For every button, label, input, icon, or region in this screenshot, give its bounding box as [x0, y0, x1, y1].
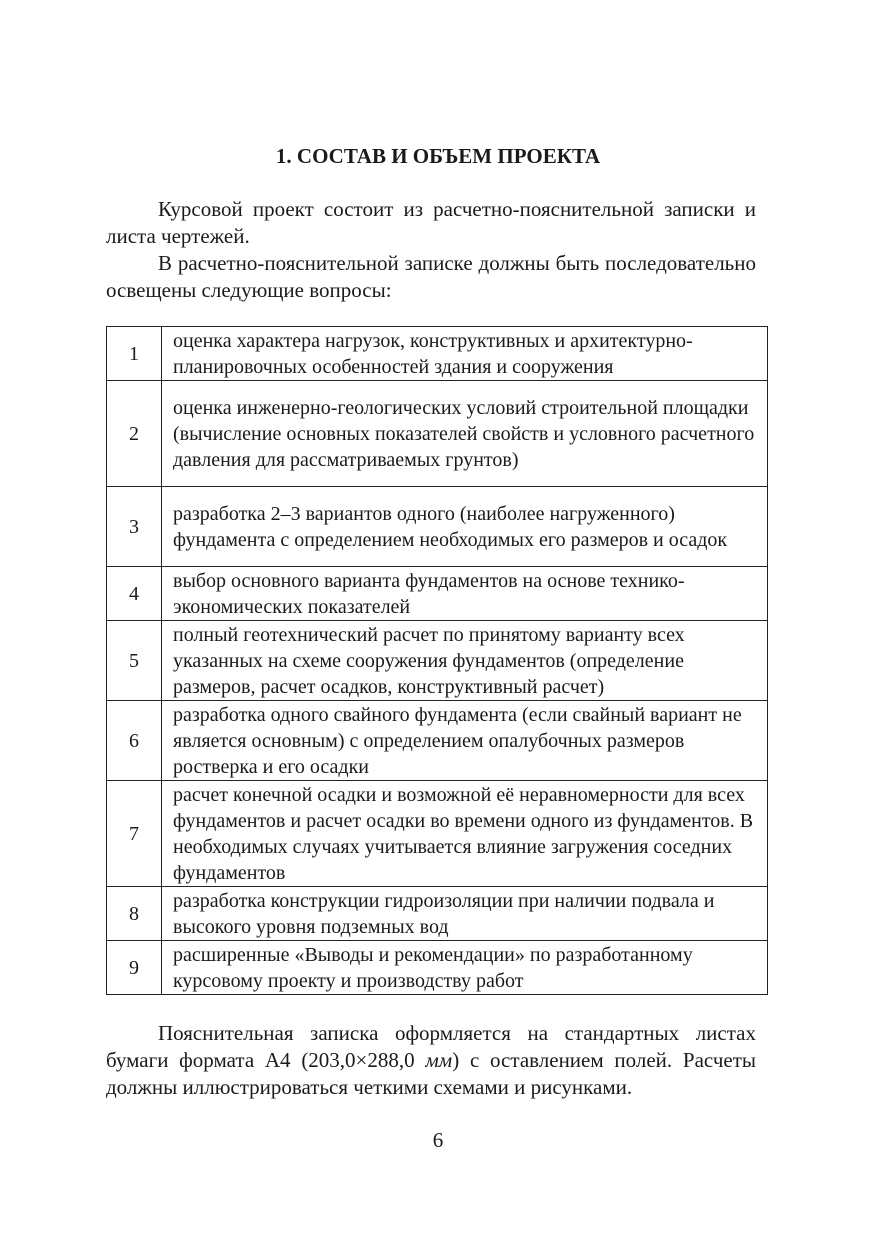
table-row [107, 487, 768, 567]
table-row [107, 941, 768, 995]
row-number: 9 [107, 941, 162, 995]
table-row [107, 381, 768, 487]
questions-table [106, 326, 768, 995]
section-title: 1. СОСТАВ И ОБЪЕМ ПРОЕКТА [275, 144, 601, 168]
row-text: разработка 2–3 вариантов одного (наиболее нагруженного) фундамента с определением необходимых его размеров и осадок [162, 487, 768, 567]
row-number: 1 [107, 327, 162, 381]
table-row [107, 621, 768, 701]
row-text: оценка характера нагрузок, конструктивных и архитектурно-планировочных особенностей здания и сооружения [162, 327, 768, 381]
closing-text-start: Пояснительная записка оформляется на стандартных листах бумаги формата А4 (203,0×288,0 [106, 1021, 756, 1072]
closing-unit: мм [425, 1048, 453, 1072]
row-number: 2 [107, 381, 162, 487]
row-number: 6 [107, 701, 162, 781]
row-number: 5 [107, 621, 162, 701]
row-text: разработка конструкции гидроизоляции при наличии подвала и высокого уровня подземных вод [162, 887, 768, 941]
page-number: 6 [432, 1128, 444, 1152]
intro-paragraph-questions: В расчетно-пояснительной записке должны быть последовательно освещены следующие вопросы: [106, 251, 756, 302]
closing-paragraph [106, 1020, 756, 1101]
row-text: расширенные «Выводы и рекомендации» по разработанному курсовому проекту и производству работ [162, 941, 768, 995]
intro-paragraph: Курсовой проект состоит из расчетно-пояснительной записки и листа чертежей. [106, 197, 756, 248]
closing-text-end: ) с оставлением полей. Расчеты должны иллюстрироваться четкими схемами и рисунками. [106, 1048, 756, 1099]
row-number: 8 [107, 887, 162, 941]
table-row [107, 781, 768, 887]
questions-table-body [107, 327, 768, 995]
row-number: 3 [107, 487, 162, 567]
row-text: разработка одного свайного фундамента (если свайный вариант не является основным) с определением опалубочных размеров ростверка и его осадки [162, 701, 768, 781]
table-row [107, 701, 768, 781]
table-row [107, 567, 768, 621]
table-row [107, 887, 768, 941]
row-number: 4 [107, 567, 162, 621]
table-row [107, 327, 768, 381]
row-text: оценка инженерно-геологических условий строительной площадки (вычисление основных показателей свойств и условного расчетного давления для рассматриваемых грунтов) [162, 381, 768, 487]
row-text: полный геотехнический расчет по принятому варианту всех указанных на схеме сооружения фундаментов (определение размеров, расчет осадков, конструктивный расчет) [162, 621, 768, 701]
row-text: выбор основного варианта фундаментов на основе технико-экономических показателей [162, 567, 768, 621]
row-number: 7 [107, 781, 162, 887]
row-text: расчет конечной осадки и возможной её неравномерности для всех фундаментов и расчет осадки во времени одного из фундаментов. В необходимых случаях учитывается влияние загружения соседних фундаментов [162, 781, 768, 887]
